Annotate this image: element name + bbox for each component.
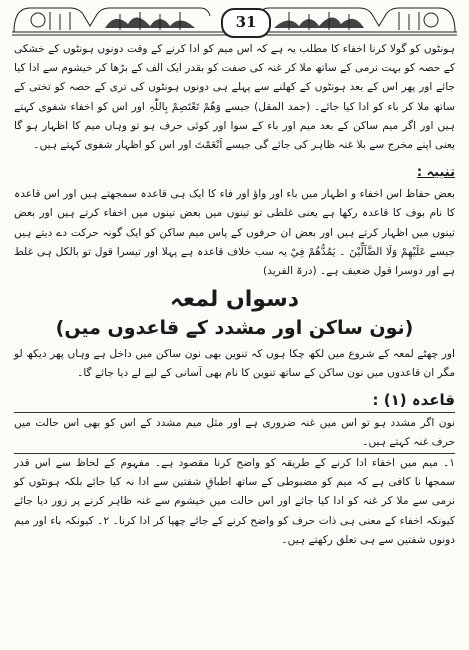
tanbih-heading — [14, 163, 455, 183]
rule-1-label: قاعدہ (۱) : — [372, 390, 455, 409]
page-header-ornament — [10, 2, 459, 38]
lesson-subtitle: (نون ساکن اور مشدد کے قاعدوں میں) — [55, 317, 414, 340]
lesson-title: دسواں لمعہ — [169, 287, 299, 313]
rule-1-text: نون اگر مشدد ہو تو اس میں غنہ ضروری ہے اور مثل میم مشدد کے اس کو بھی اس حالت میں حرف غنہ کہتے ہیں۔ — [14, 412, 455, 454]
tanbih-paragraph: بعض حفاظ اس اخفاء و اظہار میں باء اور واؤ اور فاء کا ایک ہی قاعدہ سمجھتے ہیں اور اس قاعدہ کا نام بوف کا قاعدہ رکھا ہے یعنی غلطی تو تینوں میں بعض تینوں میں اخفاء کرتے ہیں اور بعض تینوں میں اظہار کرتے ہیں اور بعض ان حرفوں کے پاس میم ساکن کو ایک گونہ حرکت دے دیتے ہیں جیسے عَلَيْهِمْ وَلَا الضَّآلِّيْنَ ۔ يَمُدُّهُمْ فِيْ یہ سب خلاف قاعدہ ہے پہلا اور تیسرا قول تو بالکل ہی غلط ہے اور دوسرا قول ضعیف ہے۔ (درۃ الفرید) — [14, 188, 455, 278]
tanbih-label: تنبیہ : — [416, 165, 455, 181]
paragraph-ikhfa-explanation: ہونٹوں کو گولا کرنا اخفاء کا مطلب یہ ہے کہ اس میم کو ادا کرنے کے وقت دونوں ہونٹوں کے خشکی کے حصہ کو بہت نرمی کے ساتھ ملا کر غنہ کی صفت کو بقدر ایک الف کے بڑھا کر خیشوم سے ادا کیا جائے اور پھر اس کے بعد ہونٹوں کے کھلنے سے پہلے ہی دونوں ہونٹوں کی تری کے حصہ کو تختی کے ساتھ ملا کر باء کو ادا کیا جائے۔ (جمد المقل) جیسے وَهُمْ تَعْتَصِمْ بِاللّٰہِ اور اس کو اخفاء شفوی کہتے ہیں اور اگر میم ساکن کے بعد میم اور باء کے سوا اور کوئی حرف ہو تو وہاں میم کا اظہار ہو گا یعنی اپنے مخرج سے بلا غنہ ظاہر کی جائے گی جیسے اَنْعَمْتَ اور اس کو اظہار شفوی کہتے ہیں۔ — [14, 43, 455, 152]
page-number: 31 — [221, 8, 271, 38]
lesson-intro-paragraph: اور چھٹے لمعہ کے شروع میں لکھ چکا ہوں کہ تنوین بھی نون ساکن میں داخل ہے وہاں پھر دیکھ لو مگر ان قاعدوں میں نون ساکن کے ساتھ تنوین کا نام بھی آسانی کے لیے لے دیا جائے گا۔ — [14, 348, 455, 380]
footnote-text: ۱۔ میم میں اخفاء ادا کرنے کے طریقہ کو واضح کرنا مقصود ہے۔ مفہوم کے لحاظ سے اس قدر سمجھا نا کافی ہے کہ میم کو مضبوطی کے ساتھ اطباقِ شفتین سے ادا نہ کیا جائے بلکہ ہونٹوں کو نرمی سے ملا کر غنہ کو ادا کیا جائے اور اس حالت میں خیشوم سے غنہ ظاہر کرنے پر زور دیا جائے کیونکہ اخفاء کے معنی ہی ذات حرف کو واضح کرنے کے جائے چھپا کر ادا کرنا۔ ۲۔ کیونکہ باء اور میم دونوں شفتین سے ہی تعلق رکھتے ہیں۔ — [14, 457, 455, 546]
page-content — [14, 40, 455, 550]
